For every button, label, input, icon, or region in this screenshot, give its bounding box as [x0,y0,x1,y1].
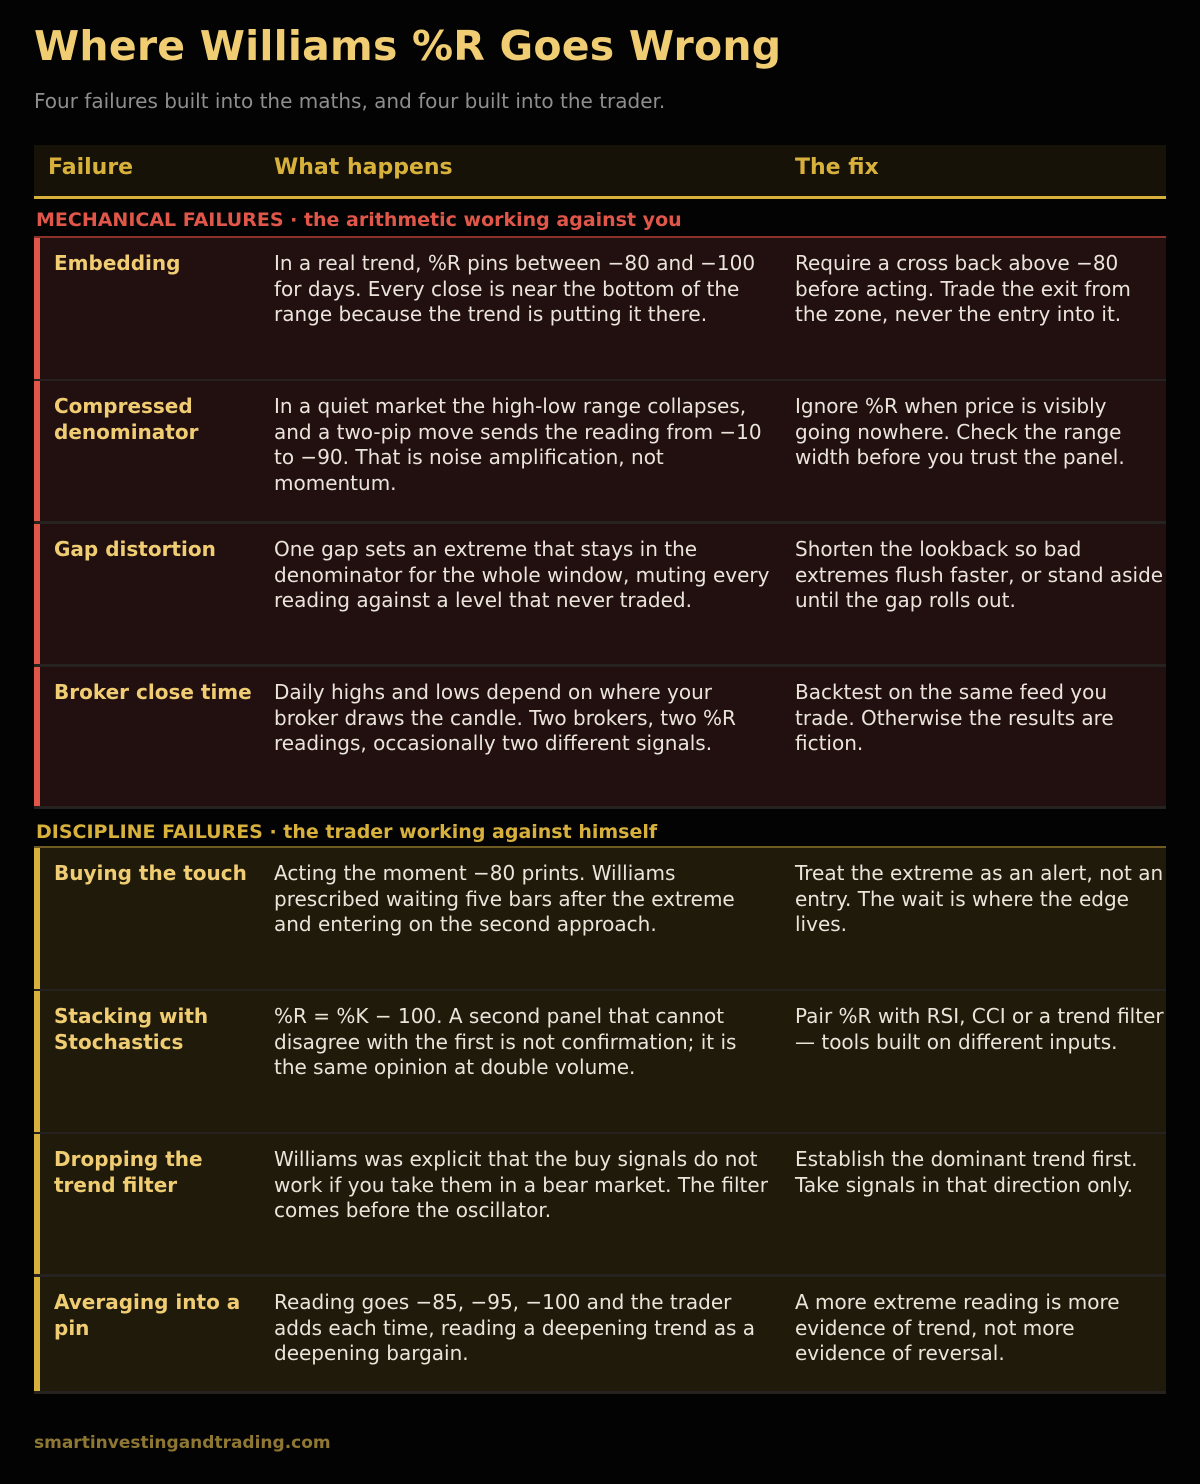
failure-description: In a quiet market the high-low range collapses, and a two-pip move sends the reading from −10 to −90. That is noise amplification, not momentum. [274,394,762,496]
failure-name: Buying the touch [54,861,247,885]
row-divider [34,806,1166,809]
failure-fix: A more extreme reading is more evidence of trend, not more evidence of reversal. [795,1290,1120,1366]
failure-fix: Backtest on the same feed you trade. Otherwise the results are fiction. [795,680,1114,756]
failure-fix: Shorten the lookback so bad extremes flush faster, or stand aside until the gap rolls out. [795,537,1164,613]
failure-name: Embedding [54,251,181,275]
header-what-happens: What happens [274,155,453,180]
failure-name: Stacking with Stochastics [54,1004,209,1054]
table-row [34,1134,1166,1275]
failure-name: Broker close time [54,680,252,704]
header-the-fix: The fix [795,155,879,180]
failure-name: Gap distortion [54,537,216,561]
section-label-mechanical: MECHANICAL FAILURES · the arithmetic working against you [36,209,682,231]
table-row [34,848,1166,989]
failure-fix: Pair %R with RSI, CCI or a trend filter — tools built on different inputs. [795,1004,1164,1054]
table-row [34,991,1166,1132]
failure-fix: Establish the dominant trend first. Take signals in that direction only. [795,1147,1138,1197]
table-header [34,145,1166,199]
failure-fix: Treat the extreme as an alert, not an entry. The wait is where the edge lives. [795,861,1164,937]
row-divider [34,1391,1166,1394]
table-row [34,667,1166,808]
page-subtitle: Four failures built into the maths, and four built into the trader. [34,89,666,113]
header-failure: Failure [48,155,134,180]
section-label-discipline: DISCIPLINE FAILURES · the trader working against himself [36,821,658,843]
failure-name: Averaging into a pin [54,1290,241,1340]
failure-name: Dropping the trend filter [54,1147,203,1197]
page-title: Where Williams %R Goes Wrong [34,22,782,70]
table-row [34,238,1166,379]
table-row [34,524,1166,665]
failure-description: Williams was explicit that the buy signals do not work if you take them in a bear market. The filter comes before the oscillator. [274,1147,768,1223]
failure-fix: Require a cross back above −80 before acting. Trade the exit from the zone, never the entry into it. [795,251,1131,327]
table-row [34,1277,1166,1391]
table-row [34,381,1166,522]
failure-description: Daily highs and lows depend on where your broker draws the candle. Two brokers, two %R readings, occasionally two different signals. [274,680,736,756]
failure-description: Acting the moment −80 prints. Williams prescribed waiting five bars after the extreme and entering on the second approach. [274,861,735,937]
failure-description: One gap sets an extreme that stays in the denominator for the whole window, muting every reading against a level that never traded. [274,537,770,613]
failure-description: In a real trend, %R pins between −80 and −100 for days. Every close is near the bottom of the range because the trend is putting it there. [274,251,756,327]
failure-description: Reading goes −85, −95, −100 and the trader adds each time, reading a deepening trend as a deepening bargain. [274,1290,756,1366]
failure-fix: Ignore %R when price is visibly going nowhere. Check the range width before you trust the panel. [795,394,1125,470]
footer-source: smartinvestingandtrading.com [34,1433,331,1453]
failure-name: Compressed denominator [54,394,199,444]
failure-description: %R = %K − 100. A second panel that cannot disagree with the first is not confirmation; it is the same opinion at double volume. [274,1004,737,1080]
